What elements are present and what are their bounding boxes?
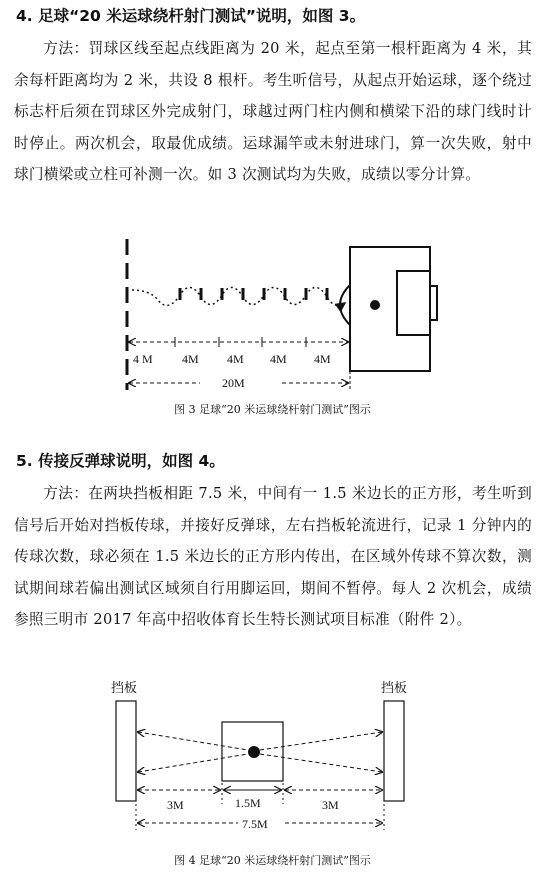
right-board-label: 挡板 bbox=[381, 680, 408, 695]
section-5-heading: 5. 传接反弹球说明，如图 4。 bbox=[16, 452, 225, 470]
penalty-spot bbox=[370, 300, 380, 310]
left-gap-label: 3M bbox=[167, 798, 184, 812]
section-4-heading: 4. 足球“20 米运球绕杆射门测试”说明，如图 3。 bbox=[16, 7, 366, 25]
figure-4-caption: 图 4 足球“20 米运球绕杆射门测试”图示 bbox=[174, 854, 371, 867]
segment-label-2: 4M bbox=[182, 352, 199, 366]
segment-label-5: 4M bbox=[314, 352, 331, 366]
penalty-area bbox=[340, 247, 437, 371]
total-distance-label: 20M bbox=[222, 376, 245, 390]
section-5-paragraph bbox=[14, 478, 532, 636]
section-4-text: 方法：罚球区线至起点线距离为 20 米，起点至第一根杆距离为 4 米，其余每杆距离均为 2 米，共设 8 根杆。考生听信号，从起点开始运球，逐个绕过标志杆后须在罚球区外完成射门，球越过两门柱内侧和横梁下沿的球门线时计时停止。两次机会，取最优成绩。运球漏竿或未射进球门，算一次失败，射中球门横梁或立柱可补测一次。如 3 次测试均为失败，成绩以零分计算。 bbox=[14, 40, 532, 183]
section-5-text: 方法：在两块挡板相距 7.5 米，中间有一 1.5 米边长的正方形，考生听到信号后开始对挡板传球，并接好反弹球，左右挡板轮流进行，记录 1 分钟内的传球次数，球必须在 1.5 米边长的正方形内传出，在区域外传球不算次数，测试期间球若偏出测试区域须自行用脚运回，期间不暂停。每人 2 次机会，成绩参照三明市 2017 年高中招收体育长生特长测试项目标准（附件 2）。 bbox=[14, 485, 532, 628]
segment-label-1: 4 M bbox=[133, 352, 153, 366]
left-board-label: 挡板 bbox=[111, 680, 138, 695]
segment-label-3: 4M bbox=[227, 352, 244, 366]
segment-label-4: 4M bbox=[270, 352, 287, 366]
right-gap-label: 3M bbox=[322, 798, 339, 812]
dribble-path bbox=[132, 287, 345, 305]
square-size-label: 1.5M bbox=[235, 796, 261, 810]
right-board bbox=[384, 701, 404, 801]
left-board bbox=[116, 701, 136, 801]
section-4-paragraph bbox=[14, 33, 532, 191]
figure-3-caption: 图 3 足球“20 米运球绕杆射门测试”图示 bbox=[174, 403, 371, 416]
figure-4-diagram bbox=[0, 680, 545, 840]
ball bbox=[248, 746, 260, 758]
total-width-label: 7.5M bbox=[242, 817, 268, 831]
figure-3-diagram bbox=[0, 225, 545, 395]
